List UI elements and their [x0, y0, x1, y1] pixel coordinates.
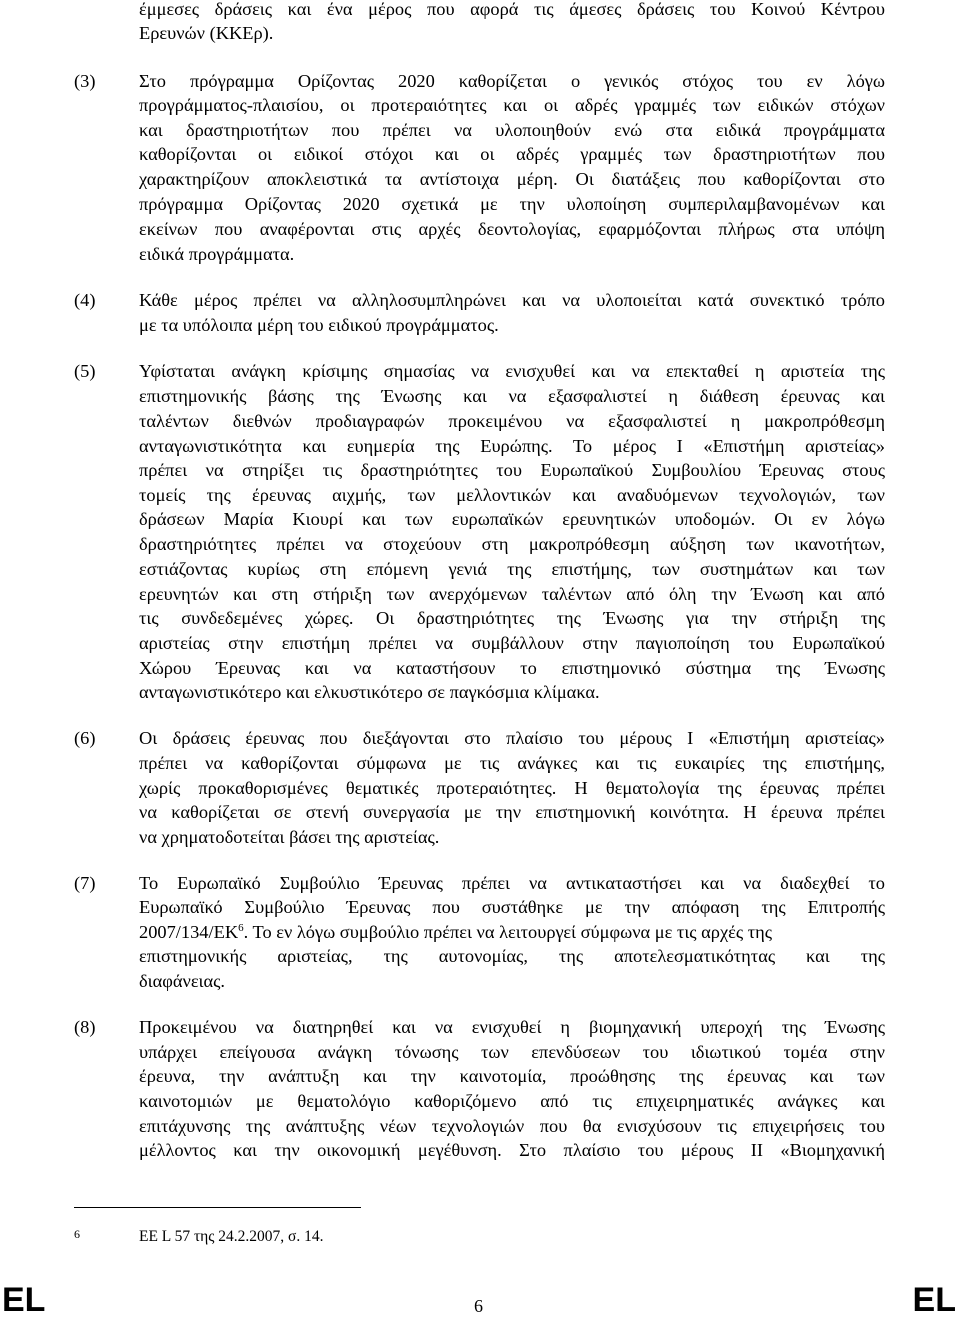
- paragraph-line: χωρίς προκαθορισμένες θεματικές προτεραιότητες. Η θεματολογία της έρευνας πρέπει: [139, 778, 885, 798]
- paragraph-line: Προκειμένου να διατηρηθεί και να ενισχυθεί η βιομηχανική υπεροχή της Ένωσης: [139, 1017, 885, 1037]
- paragraph-line: Ευρωπαϊκό Συμβούλιο Έρευνας που συστάθηκε με την απόφαση της Επιτροπής: [139, 897, 885, 917]
- paragraph-line: να καθορίζεται σε στενή συνεργασία με την επιστημονική κοινότητα. Η έρευνα πρέπει: [139, 802, 885, 822]
- paragraph-line: ανταγωνιστικότερο και ελκυστικότερο σε παγκόσμια κλίμακα.: [139, 682, 600, 702]
- footnote-reference[interactable]: 6: [238, 922, 244, 934]
- paragraph-line: τις συνδεδεμένες χώρες. Οι δραστηριότητες της Ένωσης για την στήριξη της: [139, 608, 885, 628]
- paragraph-line: πρέπει να στηρίξει τις δραστηριότητες του Ευρωπαϊκού Συμβουλίου Έρευνας στους: [139, 460, 885, 480]
- paragraph-line-tail: . Το εν λόγω συμβούλιο πρέπει να λειτουργεί σύμφωνα με τις αρχές της: [243, 922, 773, 942]
- paragraph-line: πρέπει να καθορίζονται σύμφωνα με τις ανάγκες και τις ευκαιρίες της επιστήμης,: [139, 753, 885, 773]
- paragraph-line: εκείνων που αναφέρονται στις αρχές δεοντολογίας, εφαρμόζονται πλήρως στα υπόψη: [139, 219, 885, 239]
- footnote-separator: [74, 1207, 361, 1208]
- intro-line: έμμεσες δράσεις και ένα μέρος που αφορά τις άμεσες δράσεις του Κοινού Κέντρου: [139, 0, 885, 19]
- paragraph-line: ανταγωνιστικότητα και ευημερία της Ευρώπης. Το μέρος Ι «Επιστήμη αριστείας»: [139, 436, 885, 456]
- paragraph-line: καινοτομιών με θεματολόγιο καθοριζόμενο από τις επιχειρηματικές ανάγκες και: [139, 1091, 885, 1111]
- paragraph-line: μέλλοντος και την οικονομική μεγέθυνση. Στο πλαίσιο του μέρους ΙΙ «Βιομηχανική: [139, 1140, 885, 1160]
- paragraph-line: ερευνητών και στη στήριξη των ανερχόμενων ταλέντων από όλη την Ένωση και από: [139, 584, 885, 604]
- paragraph-line: και δραστηριοτήτων που πρέπει να υλοποιηθούν ενώ στα ειδικά προγράμματα: [139, 120, 885, 140]
- paragraph-line: διαφάνειας.: [139, 971, 225, 991]
- paragraph-number: (3): [74, 71, 96, 91]
- paragraph-line: Υφίσταται ανάγκη κρίσιμης σημασίας να ενισχυθεί και να επεκταθεί η αριστεία της: [139, 361, 885, 381]
- footnote-number: 6: [74, 1227, 80, 1241]
- intro-line: Ερευνών (ΚΚΕρ).: [139, 23, 274, 43]
- paragraph-line: αριστείας στην επιστήμη πρέπει να συμβάλλουν στην παγιοποίηση του Ευρωπαϊκού: [139, 633, 885, 653]
- language-code-right: EL: [912, 1281, 956, 1319]
- paragraph-line: υπάρχει επείγουσα ανάγκη τόνωσης των επενδύσεων του ιδιωτικού τομέα στην: [139, 1042, 885, 1062]
- paragraph-line: δραστηριότητες πρέπει να στοχεύουν στη μακροπρόθεσμη αύξηση των ικανοτήτων,: [139, 534, 885, 554]
- paragraph-line: Οι δράσεις έρευνας που διεξάγονται στο πλαίσιο του μέρους Ι «Επιστήμη αριστείας»: [139, 728, 885, 748]
- paragraph-line: επιστημονικής βάσης της Ένωσης και να εξασφαλιστεί η διάθεση έρευνας και: [139, 386, 885, 406]
- paragraph-number: (8): [74, 1017, 96, 1037]
- paragraph-number: (5): [74, 361, 96, 381]
- paragraph-line: δράσεων Μαρία Κιουρί και των ευρωπαϊκών ερευνητικών υποδομών. Οι εν λόγω: [139, 509, 885, 529]
- paragraph-number: (6): [74, 728, 96, 748]
- paragraph-line: [139, 921, 772, 943]
- paragraph-line: εστιάζοντας κυρίως στη επόμενη γενιά της επιστήμης, των συστημάτων και των: [139, 559, 885, 579]
- paragraph-line: προγράμματος-πλαισίου, οι προτεραιότητες και οι αδρές γραμμές των ειδικών στόχων: [139, 95, 885, 115]
- decision-reference: 2007/134/ΕΚ: [139, 922, 239, 942]
- paragraph-line: ειδικά προγράμματα.: [139, 244, 295, 264]
- paragraph-line: Κάθε μέρος πρέπει να αλληλοσυμπληρώνει και να υλοποιείται κατά συνεκτικό τρόπο: [139, 290, 885, 310]
- paragraph-line: ταλέντων διεθνών προδιαγραφών προκειμένου να εξασφαλιστεί η μακροπρόθεσμη: [139, 411, 885, 431]
- paragraph-line: Το Ευρωπαϊκό Συμβούλιο Έρευνας πρέπει να αντικαταστήσει και να διαδεχθεί το: [139, 873, 885, 893]
- paragraph-line: έρευνα, την ανάπτυξη και την καινοτομία, προώθησης της έρευνας και των: [139, 1066, 885, 1086]
- paragraph-line: επιτάχυνσης της ανάπτυξης νέων τεχνολογιών που θα ενισχύσουν τις επιχειρήσεις του: [139, 1116, 885, 1136]
- paragraph-line: επιστημονικής αριστείας, της αυτονομίας, της αποτελεσματικότητας και της: [139, 946, 885, 966]
- paragraph-number: (4): [74, 290, 96, 310]
- paragraph-line: να χρηματοδοτείται βάσει της αριστείας.: [139, 827, 440, 847]
- page-number: 6: [474, 1296, 483, 1316]
- paragraph-line: Χώρου Έρευνας και να καταστήσουν το επιστημονικό σύστημα της Ένωσης: [139, 658, 885, 678]
- paragraph-line: τομείς της έρευνας αιχμής, των μελλοντικών και αναδυόμενων τεχνολογιών, των: [139, 485, 885, 505]
- language-code-left: EL: [2, 1281, 46, 1319]
- paragraph-line: με τα υπόλοιπα μέρη του ειδικού προγράμματος.: [139, 315, 499, 335]
- footnote-text: ΕΕ L 57 της 24.2.2007, σ. 14.: [139, 1228, 324, 1245]
- paragraph-line: χαρακτηρίζουν αποκλειστικά τα αντίστοιχα μέρη. Οι διατάξεις που καθορίζονται στο: [139, 169, 885, 189]
- paragraph-line: Στο πρόγραμμα Ορίζοντας 2020 καθορίζεται ο γενικός στόχος του εν λόγω: [139, 71, 885, 91]
- paragraph-line: καθορίζονται οι ειδικοί στόχοι και οι αδρές γραμμές των δραστηριοτήτων που: [139, 144, 885, 164]
- paragraph-line: πρόγραμμα Ορίζοντας 2020 σχετικά με την υλοποίηση συμπεριλαμβανομένων και: [139, 194, 885, 214]
- paragraph-number: (7): [74, 873, 96, 893]
